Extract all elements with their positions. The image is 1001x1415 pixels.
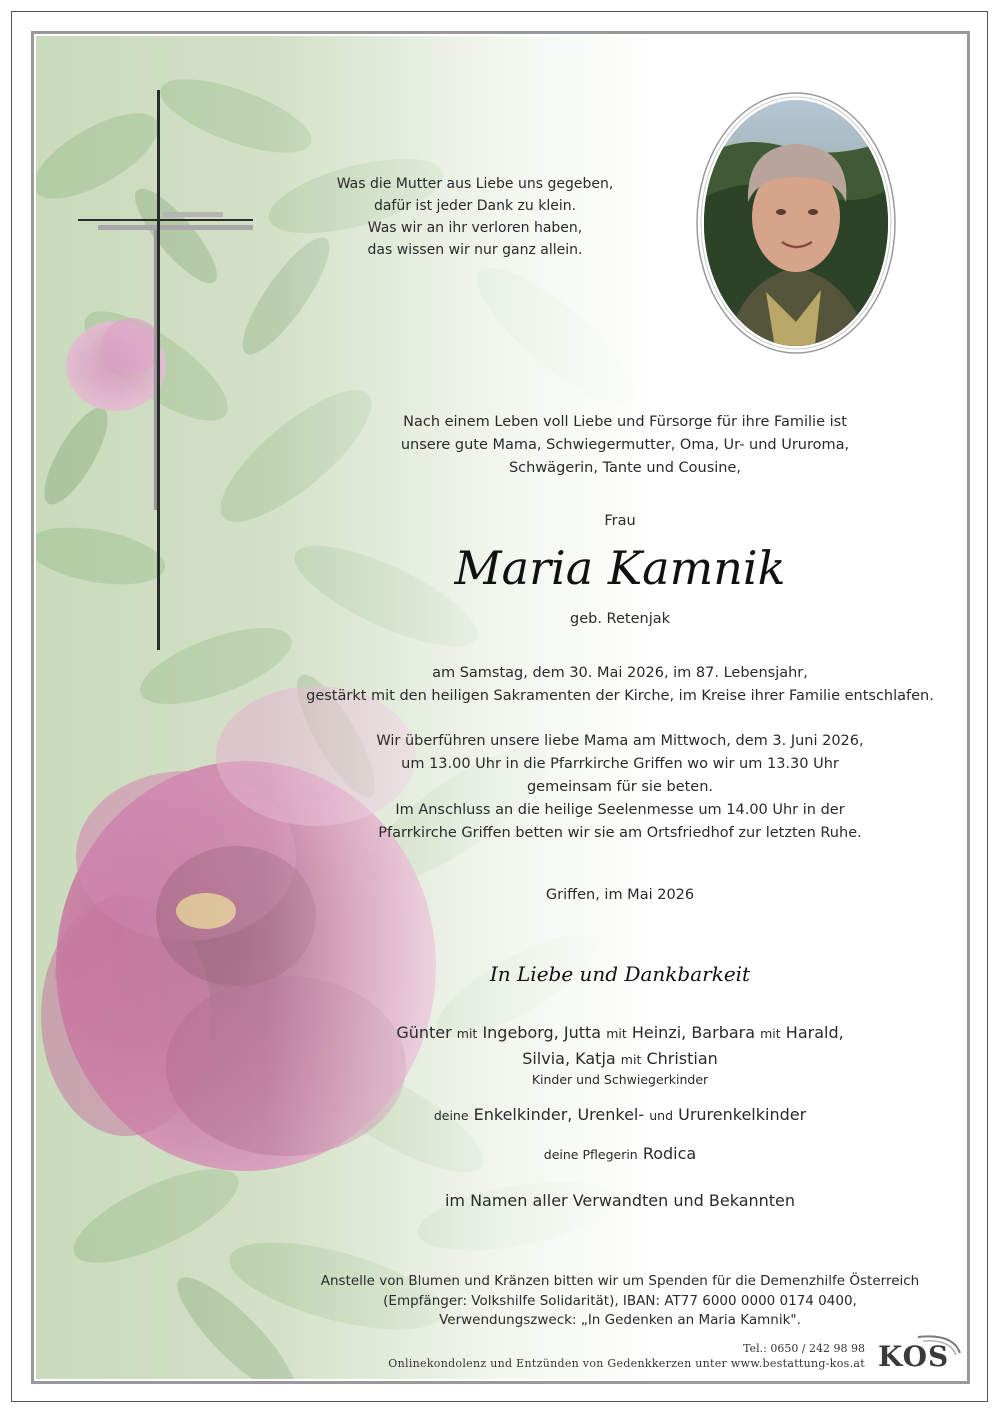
funeral-line: Pfarrkirche Griffen betten wir sie am Ortsfriedhof zur letzten Ruhe. <box>378 825 862 841</box>
mourner-name: Harald, <box>785 1023 844 1042</box>
carer-name: Rodica <box>642 1144 697 1163</box>
connector: deine <box>433 1108 469 1123</box>
funeral-line: Im Anschluss an die heilige Seelenmesse um 14.00 Uhr in der <box>395 802 845 818</box>
condolence-website: Onlinekondolenz und Entzünden von Gedenkkerzen unter www.bestattung-kos.at <box>388 1357 865 1370</box>
cross-shadow <box>98 225 253 230</box>
poem-line: Was die Mutter aus Liebe uns gegeben, <box>336 176 614 192</box>
funeral-details <box>330 730 910 845</box>
connector: mit <box>760 1026 781 1041</box>
donation-line: Verwendungszweck: „In Gedenken an Maria Kamnik". <box>439 1312 801 1328</box>
portrait-photo <box>696 92 896 354</box>
connector: mit <box>620 1052 642 1067</box>
funeral-line: Wir überführen unsere liebe Mama am Mittwoch, dem 3. Juni 2026, <box>376 733 864 749</box>
death-line: gestärkt mit den heiligen Sakramenten der Kirche, im Kreise ihrer Familie entschlafen. <box>306 688 934 704</box>
cross-icon <box>157 90 160 650</box>
mourner-name: Katja <box>575 1049 616 1068</box>
mourner-name: Günter <box>396 1023 452 1042</box>
intro-line: Schwägerin, Tante und Cousine, <box>508 460 742 476</box>
relatives-line: im Namen aller Verwandten und Bekannten <box>444 1191 796 1210</box>
mourner-name: Silvia, <box>522 1049 571 1068</box>
grandchildren-group: Ururenkelkinder <box>678 1105 807 1124</box>
grandchildren-line <box>330 1103 910 1127</box>
deceased-title: Frau <box>604 513 636 529</box>
connector: mit <box>606 1026 627 1041</box>
phone-number: Tel.: 0650 / 242 98 98 <box>743 1342 865 1355</box>
children-label: Kinder und Schwiegerkinder <box>531 1072 709 1087</box>
mourner-name: Barbara <box>691 1023 756 1042</box>
memorial-poem <box>300 173 650 261</box>
grandchildren-group: Enkelkinder, <box>473 1105 573 1124</box>
funeral-line: um 13.00 Uhr in die Pfarrkirche Griffen wo wir um 13.30 Uhr <box>401 756 839 772</box>
mourner-name: Heinzi, <box>631 1023 687 1042</box>
maiden-name: geb. Retenjak <box>570 611 670 627</box>
death-line: am Samstag, dem 30. Mai 2026, im 87. Lebensjahr, <box>432 665 808 681</box>
grandchildren-group: Urenkel- <box>577 1105 645 1124</box>
place-date: Griffen, im Mai 2026 <box>545 887 695 903</box>
company-logo: KOS <box>878 1340 950 1373</box>
death-notice <box>290 662 950 708</box>
mourner-name: Christian <box>646 1049 718 1068</box>
mourner-name: Jutta <box>563 1023 602 1042</box>
mourner-name: Ingeborg, <box>482 1023 559 1042</box>
cross-shadow <box>163 212 223 217</box>
poem-line: dafür ist jeder Dank zu klein. <box>373 198 577 214</box>
donation-line: (Empfänger: Volkshilfe Solidarität), IBAN: AT77 6000 0000 0174 0400, <box>383 1292 857 1309</box>
intro-text <box>350 411 900 480</box>
poem-line: das wissen wir nur ganz allein. <box>367 242 583 258</box>
funeral-line: gemeinsam für sie beten. <box>526 779 714 795</box>
deceased-name: Maria Kamnik <box>454 541 786 595</box>
connector: mit <box>456 1026 478 1041</box>
intro-line: Nach einem Leben voll Liebe und Fürsorge für ihre Familie ist <box>403 414 847 430</box>
connector: und <box>649 1108 674 1123</box>
mourners-heading: In Liebe und Dankbarkeit <box>489 962 751 986</box>
cross-icon-bar <box>78 219 253 221</box>
children-line <box>330 1020 910 1046</box>
carer-label: deine Pflegerin <box>543 1147 638 1162</box>
donation-request <box>250 1272 990 1331</box>
intro-line: unsere gute Mama, Schwiegermutter, Oma, Ur- und Ururoma, <box>400 437 850 453</box>
donation-line: Anstelle von Blumen und Kränzen bitten wir um Spenden für die Demenzhilfe Österreich <box>320 1273 920 1289</box>
carer-line <box>430 1142 810 1166</box>
children-names <box>330 1020 910 1072</box>
poem-line: Was wir an ihr verloren haben, <box>367 220 583 236</box>
